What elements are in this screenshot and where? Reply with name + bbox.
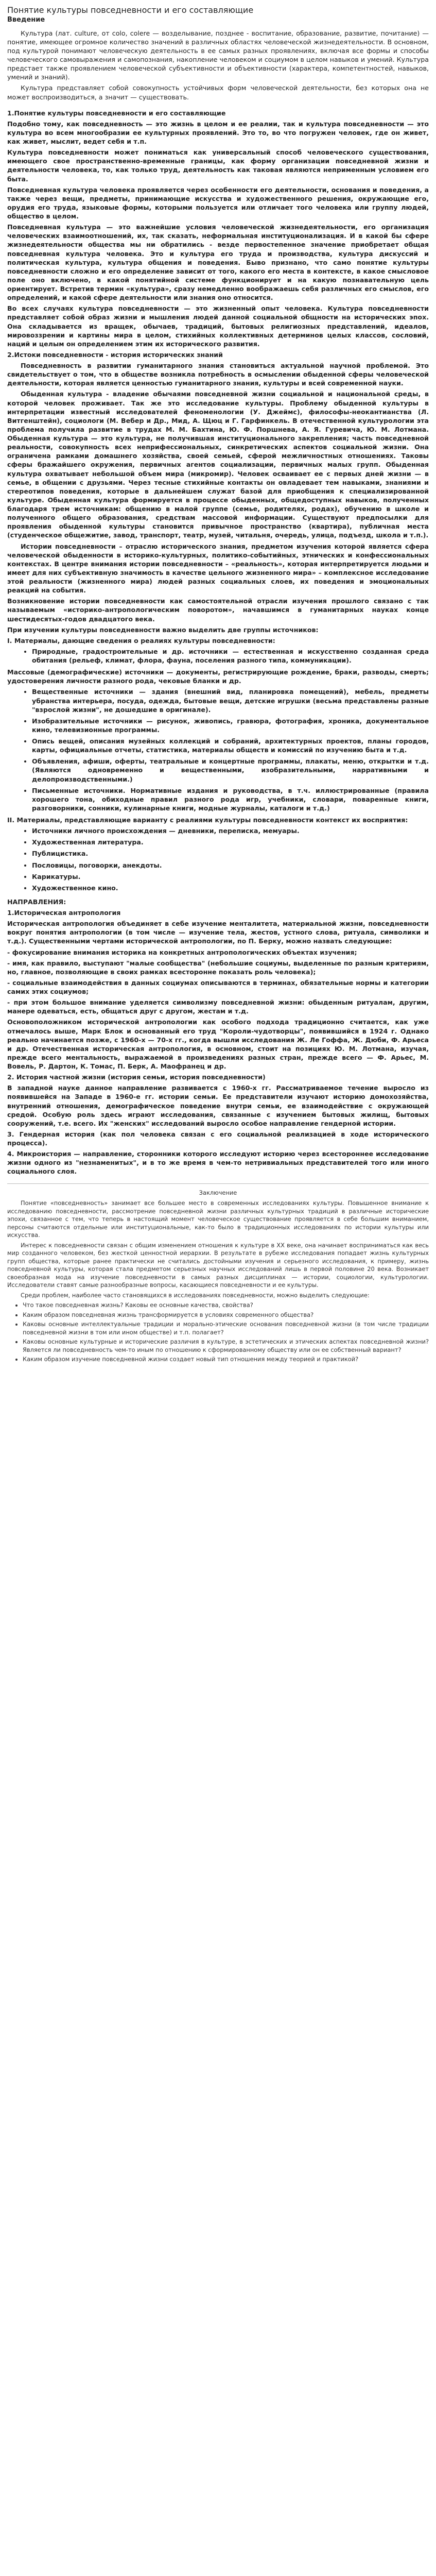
list-item: • Каким образом изучение повседневной жизни создает новый тип отношения между теорией и практикой? bbox=[23, 1355, 429, 1364]
source-group-2-heading: II. Материалы, представляющие варианту с реалиями культуры повседневности контекст их восприятия: bbox=[7, 816, 408, 824]
body-paragraph: Возникновение истории повседневности как самостоятельной отрасли изучения прошлого связано с так называемым «историко-антропологическим поворотом», начавшимся в гуманитарных науках конце шестидесятых-годов двадцатого века. bbox=[7, 597, 429, 623]
body-paragraph: Повседневная культура — это важнейшие условия человеческой жизнедеятельности, его организация человеческих взаимоотношений, их, так сказать, неформальная институционализация. И в какой бы сфере жизнедеятельности общества мы ни обратились - везде первостепенное значение приобретает общая повседневная культура человека. Это и культура его труда и производства, культура дискуссий и политическая культура, культура общения и поведения. Быво признано, что само понятие культуры повседневности сложно и его определение зависит от того, какого его места в контексте, в какое смысловое поле оно включено, в какой понятийной системе функционирует и на какую познавательную цель ориентирует. Встретив термин «культура», сразу немедленно воображаешь себя различных его смыслов, его определений, и какой сфере деятельности или знания оно относится. bbox=[7, 223, 429, 302]
section-heading-culture: 1.Понятие культуры повседневности и его составляющие bbox=[7, 109, 226, 117]
list-item: • Пословицы, поговорки, анекдоты. bbox=[32, 861, 429, 870]
document-title: Понятие культуры повседневности и его составляющие bbox=[7, 5, 254, 15]
intro-paragraph: Культура (лат. culture, от colo, colere — возделывание, позднее - воспитание, образование, развитие, почитание) — понятие, имеющее огромное количество значений в различных областях человеческой жизнедеятельности. В основном, под культурой понимают человеческую деятельность в ее самых разных проявлениях, включая все формы и способы человеческого самовыражения и самопознания, накопление человеком и социумом в целом навыков и умений. Культура предстает также проявлением человеческой субъективности и объективности (характера, компетентностей, навыков, умений и знаний). bbox=[7, 29, 429, 81]
list-item: • Вещественные источники — здания (внешний вид, планировка помещений), мебель, предметы убранства интерьера, посуда, одежда, бытовые вещи, детские игрушки (весьма представлены разные "взрослой жизни", не дошедшие в оригинале). bbox=[32, 687, 429, 714]
source-list-group-2 bbox=[7, 826, 429, 892]
section-heading-introduction: Введение bbox=[7, 16, 45, 24]
direction-heading: 1.Историческая антропология bbox=[7, 909, 121, 917]
body-paragraph: При изучении культуры повседневности важно выделить две группы источников: bbox=[7, 625, 319, 634]
body-paragraph: 2.Истоки повседневности - история исторических знаний bbox=[7, 350, 223, 359]
body-paragraph: - при этом большое внимание уделяется символизму повседневной жизни: обыденным ритуалам, другим, манере одеваться, есть, общаться друг с другом, жестам и т.д. bbox=[7, 998, 429, 1015]
list-item: • Источники личного происхождения — дневники, переписка, мемуары. bbox=[32, 826, 429, 835]
body-paragraph: Историческая антропология объединяет в себе изучение менталитета, материальной жизни, повседневности вокруг понятия антропологии (в том числе — изучение тела, жестов, устного слова, ритуала, символики и т.д.). Существенными чертами исторической антропологии, по П. Берку, можно назвать следующие: bbox=[7, 920, 429, 945]
conclusion-section bbox=[7, 1189, 429, 1364]
list-item: • Опись вещей, описания музейных коллекций и собраний, архитектурных проектов, планы городов, карты, официальные отчеты, статистика, материалы обществ и комиссий по изучению быта и т.д. bbox=[32, 737, 429, 754]
subsection-heading-history: Повседневность в развитии гуманитарного знания становиться актуальной научной проблемой. Это свидетельствует о том, что в обществе возникла потребность в осмыслении обыденной сферы человеческой деятельности, которая является ценностью гуманитарного знания, культуры и всей современной науки. bbox=[7, 362, 429, 387]
conclusion-paragraph: Понятие «повседневность» занимает все большее место в современных исследованиях культуры. Повышенное внимание к исследованию повседневности, рассмотрение повседневной жизни различных культурных традиций в различные исторические эпохи, связанное с тем, что теперь в настоящий момент человеческое существование проявляется в себе большим вниманием, персоны считаются отдельные или институциональные, как-то было в традиционных исследованиях по истории культуры или искусства. bbox=[7, 1199, 429, 1239]
list-item: • Природные, градостроительные и др. источники — естественная и искусственно созданная среда обитания (рельеф, климат, флора, фауна, поселения разного типа, коммуникации). bbox=[32, 647, 429, 665]
list-item: • Художественная литература. bbox=[32, 838, 429, 846]
direction-heading: В западной науке данное направление развивается с 1960-х гг. Рассматриваемое течение выросло из появившейся на Западе в 1960-е гг. истории семьи. Ее представители изучают историю домохозяйства, внутренний отношения, демографическое поведение внутри семьи, ее взаимодействие с окружающей средой. Особую роль здесь играют исследования, связанные с изучением бытовых жилищ, бытовых сооружений, т.е. всего. Их "женских" исследований выросло особое направление гендерной истории. bbox=[7, 1084, 429, 1127]
body-paragraph: 2. История частной жизни (история семьи, история повседневности) bbox=[7, 1073, 266, 1081]
conclusion-paragraph: Интерес к повседневности связан с общим изменением отношения к культуре в XX веке, она начинает восприниматься как весь мир созданного человеком, без жесткой ценностной иерархии. В результате в рубеже исследования попадает жизнь культурных групп общества, которые ранее практически не считались достойными изучения и серьезного исследования, к примеру, жизнь повседневной культуры, которая стала предметом серьезных научных исследований лишь в первой половине 20 века. Возникает своеобразная мода на изучение повседневности в самых разных дисциплинах — истории, социологии, культурологии. Исследователи ставят самые разнообразные вопросы, касающиеся повседневности и ее культуры. bbox=[7, 1241, 429, 1289]
list-item: • Письменные источники. Нормативные издания и руководства, в т.ч. иллюстрированные (правила хорошего тона, обиходные правил разного рода игр, учебники, словари, поваренные книги, разговорники, сонники, кулинарные книги, модные журналы, каталоги и т.д.) bbox=[32, 786, 429, 812]
body-paragraph: - имя, как правило, выступают "малые сообщества" (небольшие социумы, выделенные по разным критериям, но, главное, позволяющие в своих рамках всесторонне показать роль человека); bbox=[7, 959, 429, 976]
source-list-group-1-continued bbox=[7, 687, 429, 812]
body-paragraph: Массовые (демографические) источники — документы, регистрирующие рождение, браки, разводы, смерть; удостоверения личности разного рода, чековые бланки и др. bbox=[7, 668, 429, 685]
body-paragraph: Во всех случаях культура повседневности — это жизненный опыт человека. Культура повседневности представляет собой образ жизни и мышления людей данной социальной общности на исторических эпох. Она складывается из вращек, обычаев, традиций, бытовых религиозных представлений, идеалов, мировоззрении и картины мира в целом, стихийных коллективных детерминов целых классов, сословий, наций и целым он определением этим их исторического развития. bbox=[7, 304, 429, 348]
question-list bbox=[7, 1301, 429, 1364]
body-paragraph: I. Материалы, дающие сведения о реалиях культуры повседневности: bbox=[7, 636, 275, 645]
divider bbox=[7, 1183, 429, 1184]
source-list-group-1 bbox=[7, 647, 429, 665]
conclusion-paragraph: Среди проблем, наиболее часто становящихся в исследованиях повседневности, можно выделить следующие: bbox=[21, 1291, 370, 1299]
list-item: • Художественное кино. bbox=[32, 884, 429, 892]
body-paragraph: 3. Гендерная история (как пол человека связан с его социальной реализацией в ходе исторического процесса). bbox=[7, 1130, 429, 1147]
body-paragraph: Повседневная культура человека проявляется через особенности его деятельности, основания и поведения, а также через вещи, предметы, принимающие искусства и художественного решения, окружающие его, орудия его труда, языковые формы, которыми пользуется или отличает того человека или группу людей, общество в целом. bbox=[7, 185, 429, 221]
body-paragraph: - социальные взаимодействия в данных социумах описываются в терминах, обязательные нормы и категории самих этих социумов; bbox=[7, 978, 429, 996]
body-paragraph: Основоположником исторической антропологии как особого подхода традиционно считается, как уже отмечалось выше, Марк Блок и основанный его труд "Короли-чудотворцы", появившийся в 1924 г. Однако реально начинается позже, с 1960-х — 70-х гг., когда вышли исследования Ж. Ле Гоффа, Ж. Дюби, Ф. Арьеса и др. Отечественная историческая антропология, в основном, стоит на позициях Ю. М. Лотмана, изучая, прежде всего ментальность, выражаемой в произведениях разных стран, прежде всего — Ф. Арьес, М. Вовель, Р. Дартон, К. Томас, П. Берк, А. Маофранец и др. bbox=[7, 1018, 429, 1071]
body-paragraph: Истории повседневности – отраслю исторического знания, предметом изучения которой является сфера человеческой обыденности в историко-культурных, политико-событийных, этнических и конфессиональных контекстах. В центре внимания истории повседневности – «реальность», которая интерпретируется людьми и имеет для них субъективную значимость в качестве цельного жизненного мира» – комплексное исследование этой реальности (жизненного мира) людей разных социальных слоев, их поведения и эмоциональных реакций на события. bbox=[7, 542, 429, 595]
section-heading-conclusion: Заключение bbox=[199, 1189, 237, 1196]
list-item: • Что такое повседневная жизнь? Каковы ее основные качества, свойства? bbox=[23, 1301, 429, 1310]
body-paragraph: - фокусирование внимания историка на конкретных антропологических объектах изучения; bbox=[7, 948, 357, 956]
list-item: • Изобразительные источники — рисунок, живопись, гравюра, фотография, хроника, документальное кино, телевизионные программы. bbox=[32, 717, 429, 734]
list-item: • Публицистика. bbox=[32, 849, 429, 858]
list-item: • Объявления, афиши, оферты, театральные и концертные программы, плакаты, меню, открытки и т.д. (Являются одновременно и вещественными, изобразительными, нарративными и делопроизводственными.) bbox=[32, 757, 429, 783]
body-paragraph: Обыденная культура - владение обычаями повседневной жизни социальной и национальной среды, в которой человек проживает. Так же это исследование культуры. Проблему обыденной культуры в интерпретации известный исследователей феноменологии (У. Джеймс), философы-неокантианства (Л. Витгенштейн), социологи (М. Вебер и Др., Мид, А. Щюц и Г. Гарфинкель. В отечественной культурологии эта проблема получила развитие в трудах М. М. Бахтина, Ю. Ф. Поршнева, А. Я. Гуревича, Ю. М. Лотмана. Обыденная культура — это культура, не получившая институционального закрепления; часть повседневной реальности, совокупность всех неприфессиональных, синкретических аспектов социальной жизни. Она ограничена рамками домашнего хозяйства, своей семьей, сферой межличностных отношениях. Таковы сферы бражайшего окружения, первичных агентов социализации, первичных малых групп. Обыденная культура охватывает небольшой объем мира (микромир). Человек осваивает ее с первых дней жизни — в семье, в общении с друзьями. Через тесные стихийные контакты он овладевает тем навыками, знаниями и стереотипов поведения, которые в дальнейшем служат базой для приобщения к специализированной культуре. Обыденная культура формируется в процессе обыденных, общедоступных навыков, полученных благодаря трем источникам: общению в малой группе (семье, родителях, родах), обучению в школе и полученного общего образования, средствам массовой информации. Существуют предпосылки для проявления обыденной культуры становится привычное пространство (квартира), публичная места (студенческое общежитие, завод, транспорт, театр, музей, читальня, очередь, улица, подъезд, школа и т.п.). bbox=[7, 390, 429, 539]
list-item: • Каковы основные интеллектуальные традиции и морально-этические основания повседневной жизни (в том числе традиции повседневной жизни в том или ином обществе) и т.п. полагает? bbox=[23, 1320, 429, 1336]
body-paragraph: Подобно тому, как повседневность — это жизнь в целом и ее реалии, так и культура повседневности — это культура во всем многообразии ее культурных проявлений. Это то, во что погружен человек, где он живет, как живет, мыслит, ведет себя и т.п. bbox=[7, 120, 429, 146]
section-heading-directions: НАПРАВЛЕНИЯ: bbox=[7, 897, 66, 906]
list-item: • Каковы основные культурные и исторические различия в культуре, в эстетических и этических аспектах повседневной жизни? Является ли повседневность чем-то иным по отношению к сформированному обществу или он ее собственный вариант? bbox=[23, 1338, 429, 1354]
list-item: • Карикатуры. bbox=[32, 872, 429, 881]
direction-heading: 4. Микроистория — направление, сторонники которого исследуют историю через всестороннее исследование жизни одного из "незнаменитых", и в то же время в чем-то нетривиальных представителей того или иного социального слоя. bbox=[7, 1150, 429, 1176]
list-item: • Каким образом повседневная жизнь трансформируется в условиях современного общества? bbox=[23, 1311, 429, 1319]
body-paragraph: Культура повседневности может пониматься как универсальный способ человеческого существования, имеющего свое пространственно-временные границы, как форму организации повседневной жизни и деятельности человека, то, как только труд, деятельность как таковая являются неприменным условием его быта. bbox=[7, 148, 429, 183]
intro-paragraph: Культура представляет собой совокупность устойчивых форм человеческой деятельности, без которых она не может воспроизводиться, а значит — существовать. bbox=[7, 84, 429, 101]
